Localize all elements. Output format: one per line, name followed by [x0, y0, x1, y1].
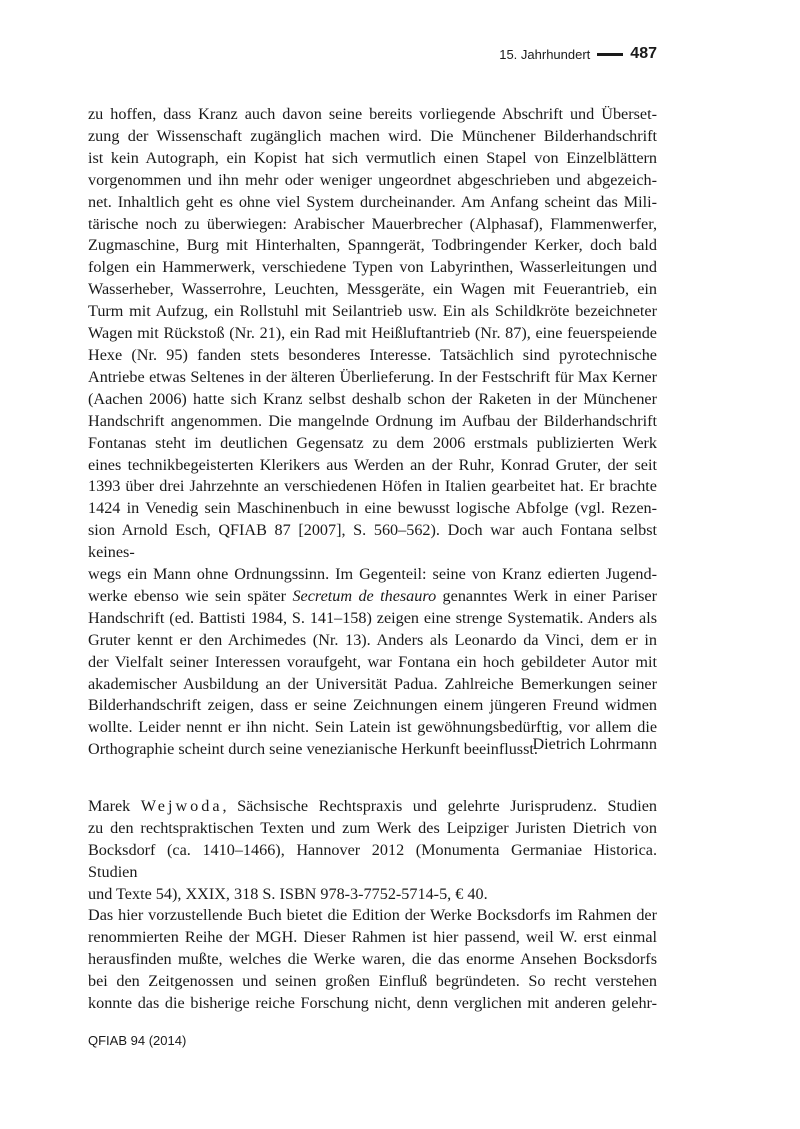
author-first-name: Marek	[88, 797, 131, 815]
text-line: Turm mit Aufzug, ein Rollstuhl mit Seilantrieb usw. Ein als Schildkröte bezeichneter	[88, 302, 657, 321]
text-line: zu den rechtspraktischen Texten und zum Werk des Leipziger Juristen Dietrich von	[88, 818, 657, 837]
text-line: net. Inhaltlich geht es ohne viel System durcheinander. Am Anfang scheint das Mili-	[88, 192, 657, 211]
header-rule	[597, 53, 623, 56]
text-run: , Sächsische Rechtspraxis und gelehrte Jurisprudenz. Studien	[222, 797, 658, 815]
text-line: herausfinden mußte, welches die Werke waren, die das enorme Ansehen Bocksdorfs	[88, 949, 657, 968]
text-line: der Vielfalt seiner Interessen voraufgeht, war Fontana ein hoch gebildeter Autor mit	[88, 652, 657, 671]
text-line: Wasserheber, Wasserrohre, Leuchten, Messgeräte, ein Wagen mit Feuerantrieb, ein	[88, 280, 657, 299]
text-line: und Texte 54), XXIX, 318 S. ISBN 978-3-7752-5714-5, € 40.	[88, 884, 488, 903]
text-line: Antriebe etwas Seltenes in der älteren Überlieferung. In der Festschrift für Max Kerner	[88, 367, 657, 386]
text-line	[88, 796, 657, 818]
text-line: vorgenommen und ihn mehr oder weniger ungeordnet abgeschrieben und abgezeich-	[88, 170, 657, 189]
section-title: 15. Jahrhundert	[499, 46, 591, 62]
text-line: zung der Wissenschaft zugänglich machen wird. Die Münchener Bilderhandschrift	[88, 126, 657, 145]
text-line: renommierten Reihe der MGH. Dieser Rahmen ist hier passend, weil W. erst einmal	[88, 927, 657, 946]
text-line: bei den Zeitgenossen und seinen großen Einfluß begründeten. So recht verstehen	[88, 971, 657, 990]
text-line: konnte das die bisherige reiche Forschung nicht, denn verglichen mit anderen gelehr-	[88, 993, 657, 1012]
text-line: ist kein Autograph, ein Kopist hat sich vermutlich einen Stapel von Einzelblättern	[88, 148, 657, 167]
text-run: werke ebenso wie sein später	[88, 586, 293, 605]
text-line: folgen ein Hammerwerk, verschiedene Typen von Labyrinthen, Wasserleitungen und	[88, 258, 657, 277]
text-line: Wagen mit Rückstoß (Nr. 21), ein Rad mit Heißluftantrieb (Nr. 87), eine feuerspeiende	[88, 324, 657, 343]
review-2-body	[88, 905, 657, 1015]
text-line: wollte. Leider nennt er ihn nicht. Sein Latein ist gewöhnungsbedürftig, vor allem die	[88, 718, 657, 737]
text-line	[88, 586, 657, 608]
italic-title: Secretum de thesauro	[292, 586, 437, 605]
text-line: wegs ein Mann ohne Ordnungssinn. Im Gegenteil: seine von Kranz edierten Jugend-	[88, 565, 657, 584]
text-line: 1424 in Venedig sein Maschinenbuch in eine bewusst logische Abfolge (vgl. Rezen-	[88, 499, 657, 518]
text-line: akademischer Ausbildung an der Universität Padua. Zahlreiche Bemerkungen seiner	[88, 674, 657, 693]
text-line: Gruter kennt er den Archimedes (Nr. 13). Anders als Leonardo da Vinci, dem er in	[88, 630, 657, 649]
review-1-body	[88, 104, 657, 761]
reviewer-signature: Dietrich Lohrmann	[532, 735, 657, 753]
text-line: Handschrift (ed. Battisti 1984, S. 141–158) zeigen eine strenge Systematik. Anders als	[88, 608, 657, 627]
text-line: sion Arnold Esch, QFIAB 87 [2007], S. 560–562). Doch war auch Fontana selbst keines-	[88, 521, 657, 562]
text-line: tärische noch zu überwiegen: Arabischer Mauerbrecher (Alphasaf), Flammenwerfer,	[88, 214, 657, 233]
text-line: Handschrift angenommen. Die mangelnde Ordnung im Aufbau der Bilderhandschrift	[88, 411, 657, 430]
author-last-name: Wejwoda	[140, 797, 223, 815]
text-line: Bocksdorf (ca. 1410–1466), Hannover 2012 (Monumenta Germaniae Historica. Studien	[88, 840, 657, 881]
review-2-reference	[88, 796, 657, 906]
text-line: zu hoffen, dass Kranz auch davon seine bereits vorliegende Abschrift und Überset-	[88, 105, 657, 123]
journal-footer: QFIAB 94 (2014)	[88, 1033, 187, 1048]
text-line: (Aachen 2006) hatte sich Kranz selbst deshalb schon der Raketen in der Münchener	[88, 389, 657, 408]
text-run: genanntes Werk in einer Pariser	[436, 586, 658, 605]
text-line: Fontanas steht im deutlichen Gegensatz zu dem 2006 erstmals publizierten Werk	[88, 433, 657, 452]
text-line: eines technikbegeisterten Klerikers aus Werden an der Ruhr, Konrad Gruter, der seit	[88, 455, 657, 474]
text-line: Orthographie scheint durch seine venezianische Herkunft beeinflusst.	[88, 740, 538, 759]
page-number: 487	[630, 45, 657, 62]
text-line: 1393 über drei Jahrzehnte an verschiedenen Höfen in Italien gearbeitet hat. Er brachte	[88, 477, 657, 496]
text-line: Zugmaschine, Burg mit Hinterhalten, Spanngerät, Todbringender Kerker, doch bald	[88, 236, 657, 255]
running-header	[88, 42, 657, 66]
text-line: Bilderhandschrift zeigen, dass er seine Zeichnungen einem jüngeren Freund widmen	[88, 696, 657, 715]
text-line: Hexe (Nr. 95) fanden stets besonderes Interesse. Tatsächlich sind pyrotechnische	[88, 345, 657, 364]
text-line: Das hier vorzustellende Buch bietet die Edition der Werke Bocksdorfs im Rahmen der	[88, 906, 657, 924]
